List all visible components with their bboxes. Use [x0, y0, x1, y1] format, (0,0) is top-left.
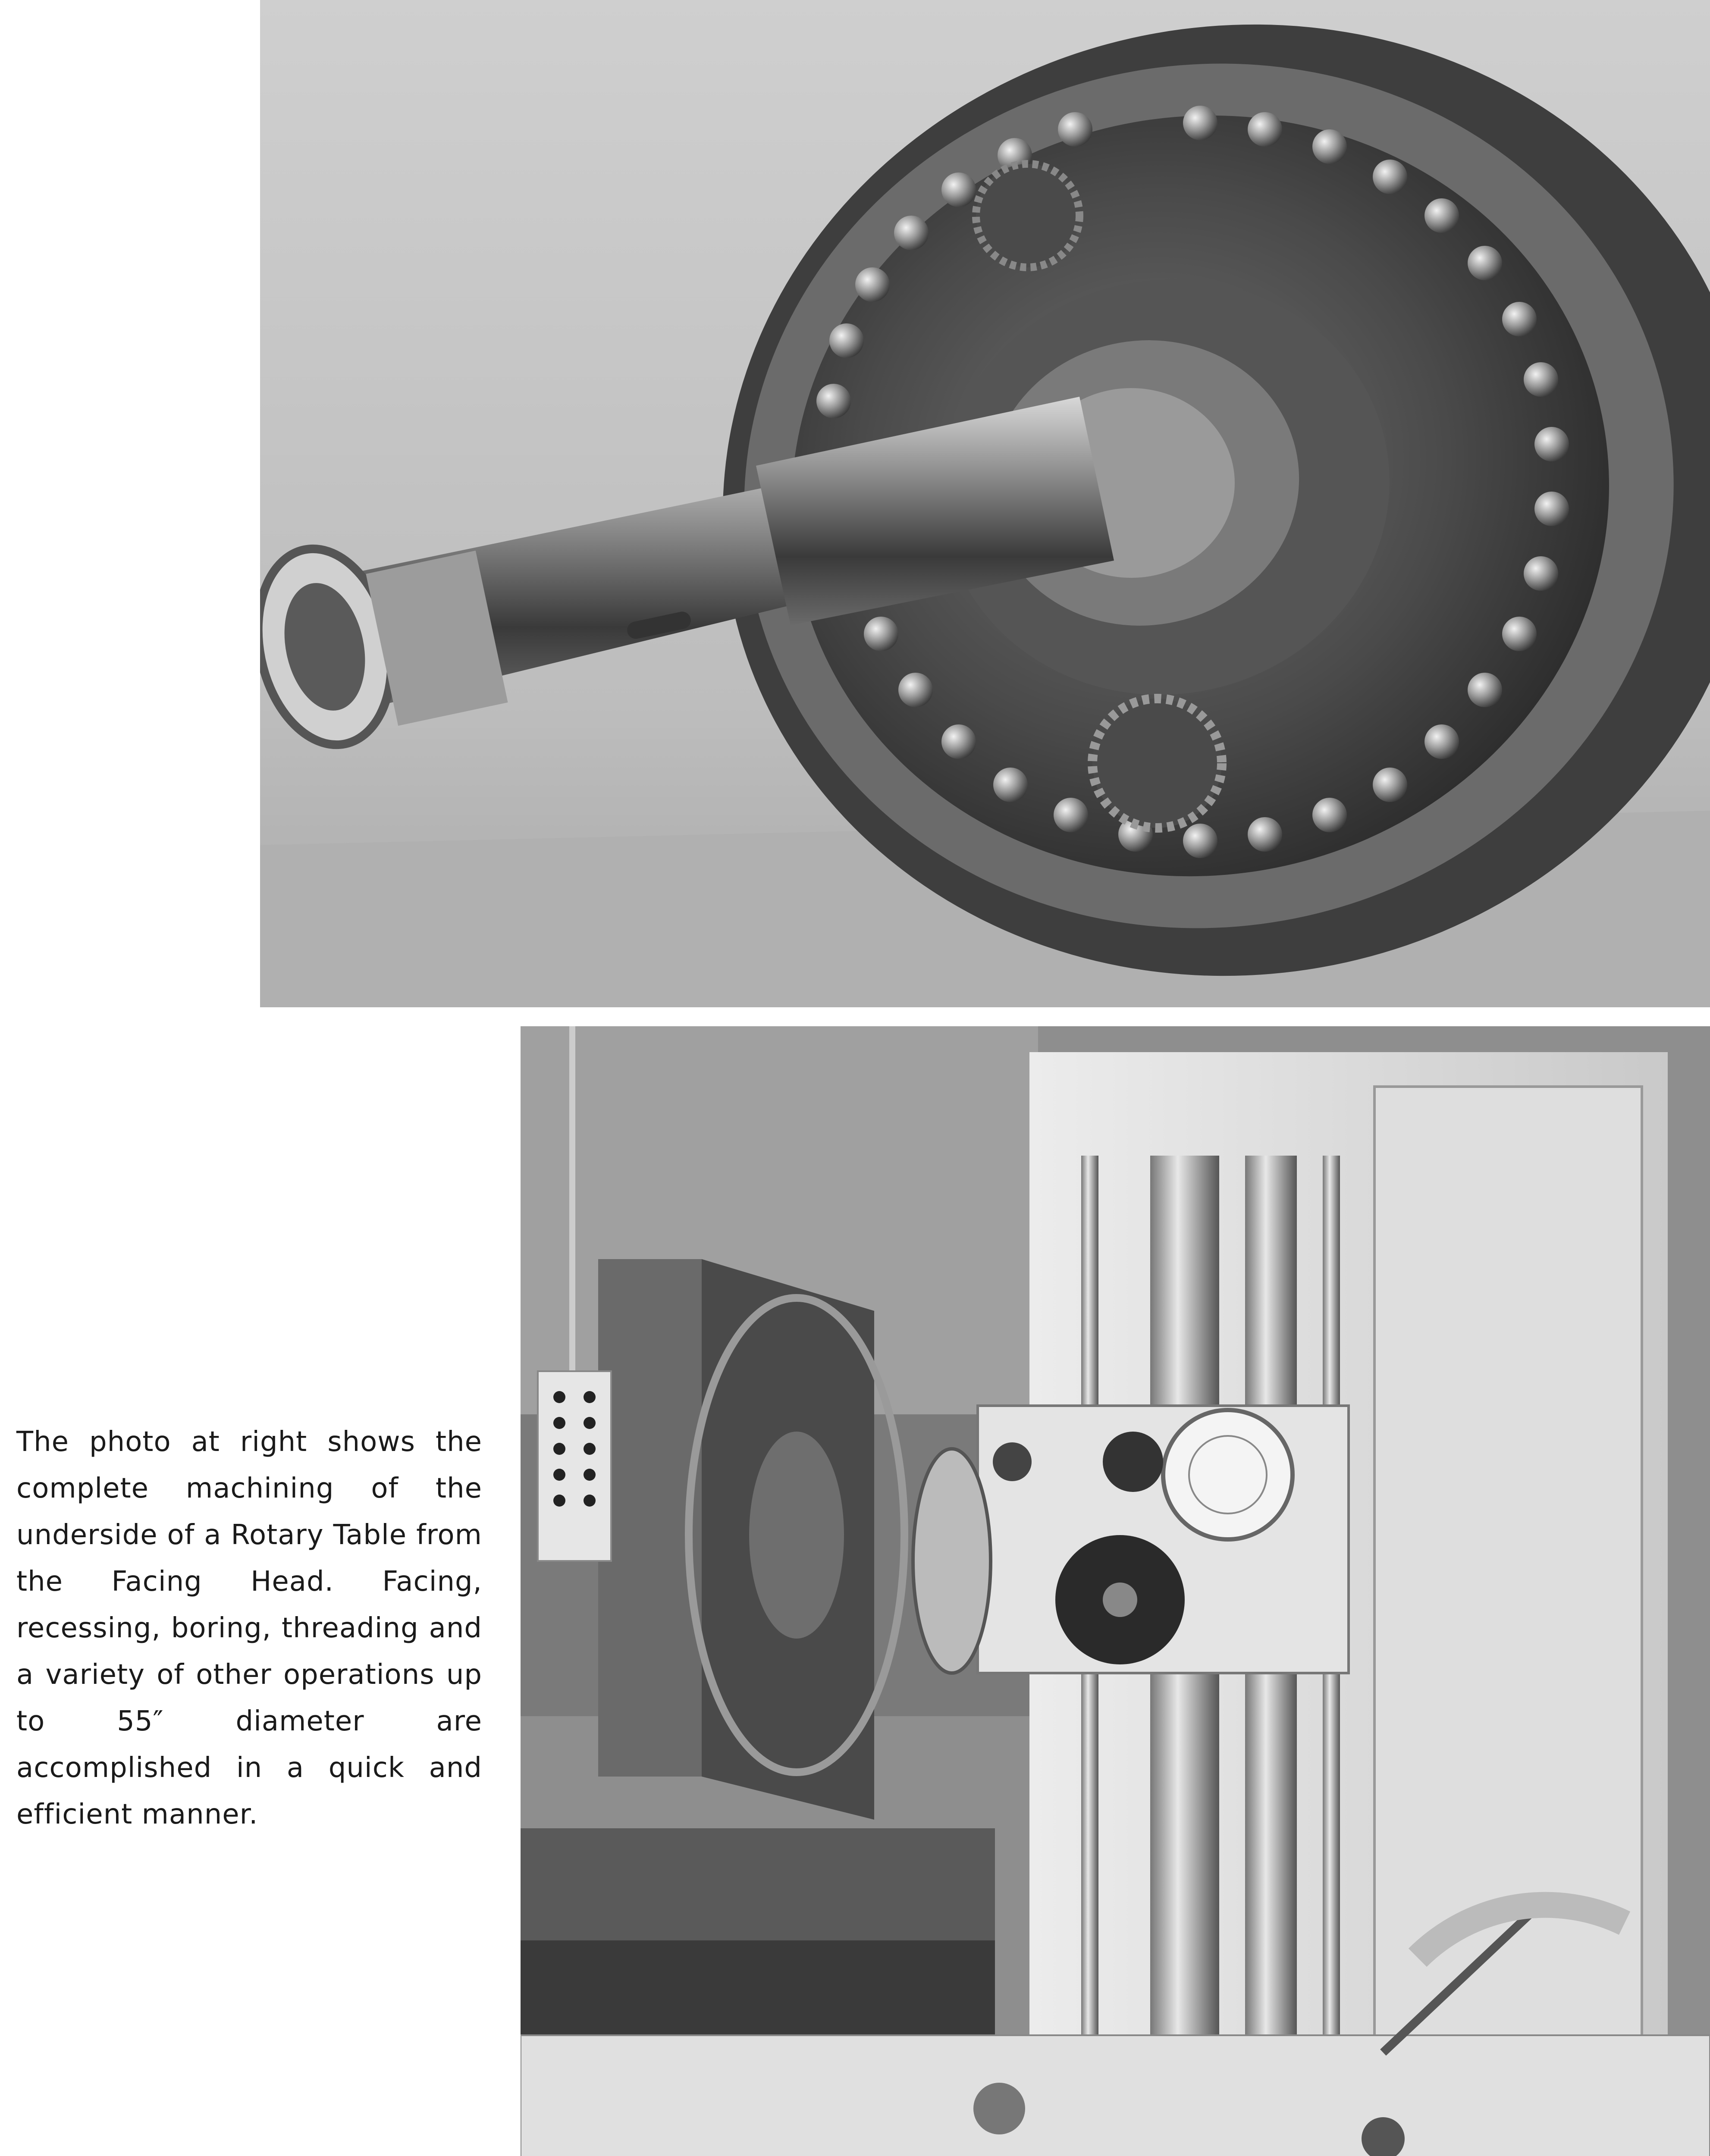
boring-mill-photo — [521, 1026, 1710, 2156]
facing-head-photo — [260, 0, 1710, 1007]
caption-paragraph: The photo at right shows the complete machining of the underside of a Rotary Table from the Facing Head. Facing, recessing, boring, threading and a variety of other operations up to 55″ diameter are accomplished in a quick and efficient manner. — [16, 1426, 482, 1830]
boring-mill-illustration — [521, 1026, 1710, 2156]
facing-head-illustration — [260, 0, 1710, 1007]
